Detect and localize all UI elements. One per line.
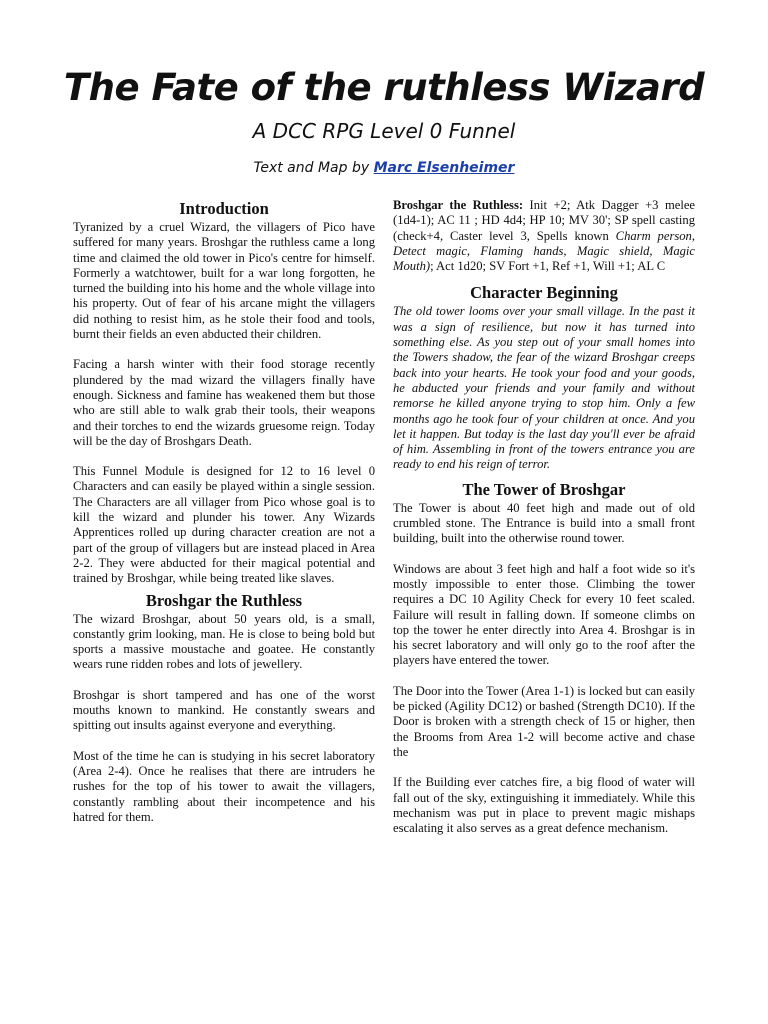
- document-subtitle: A DCC RPG Level 0 Funnel: [252, 119, 516, 143]
- broshgar-paragraph-2: Broshgar is short tampered and has one of the worst mouths known to mankind. He constantly swears and spitting out insults against everyone and everything.: [73, 687, 375, 733]
- left-column: [73, 198, 375, 840]
- stat-block-text-1: Init +2; Atk Dagger +3 melee (1d4-1); AC 11 ; HD 4d4; HP 10; MV 30'; SP spell casting (check+4, Caster level 3, Spells known: [393, 198, 696, 243]
- intro-paragraph-2: Facing a harsh winter with their food storage recently plundered by the mad wizard the villagers finally have enough. Sickness and famine has weakened them but those who are still able to walk grab their tools, their weapons and their torches to end the wizards gruesome reign. Today will be the day of Broshgars Death.: [73, 357, 375, 448]
- section-heading-introduction: Introduction: [179, 199, 269, 218]
- stat-block-name: Broshgar the Ruthless:: [393, 198, 524, 212]
- section-heading-broshgar: Broshgar the Ruthless: [145, 590, 303, 610]
- section-heading-tower: The Tower of Broshgar: [462, 479, 626, 499]
- tower-paragraph-1: The Tower is about 40 feet high and made out of old crumbled stone. The Entrance is build into a small front building, built into the otherwise round tower.: [393, 500, 695, 546]
- stat-block-spells: Charm person, Detect magic, Flaming hands, Magic shield, Magic Mouth): [393, 228, 695, 274]
- document-title: The Fate of the ruthless Wizard: [63, 66, 705, 109]
- character-beginning-text: The old tower looms over your small village. In the past it was a sign of resilience, but now it has turned into something else. As you step out of your small homes into the Towers shadow, the fear of the wizard Broshgar creeps back into your hearts. He took your food and your goods, he abducted your friends and your family and without remorse he killed anyone trying to stop him. Only a few months ago he took four of your children at once. And you let it happen. But today is the last day you'll ever be afraid of him. Assembling in front of the towers entrance you are ready to end his reign of terror.: [393, 304, 695, 472]
- byline-prefix: Text and Map by: [253, 160, 370, 176]
- stat-block: [393, 198, 695, 274]
- intro-paragraph-1: Tyranized by a cruel Wizard, the villagers of Pico have suffered for many years. Broshgar the ruthless came a long time and claimed the old tower in Pico's centre for himself. Formerly a watchtower, built for a war long forgotten, he turned the building into his home and the whole village into his property. Out of fear of his arcane might the villagers did nothing to resist him, as he stole their food and tools, burnt their fields an even abducted their children.: [73, 220, 375, 342]
- tower-paragraph-3: The Door into the Tower (Area 1-1) is locked but can easily be picked (Agility DC12) or bashed (Strength DC10). If the Door is broken with a strength check of 15 or higher, then the Brooms from Area 1-2 will become active and chase the: [393, 683, 695, 759]
- broshgar-paragraph-3: Most of the time he can is studying in his secret laboratory (Area 2-4). Once he realises that there are intruders he rushes for the top of his tower to await the villagers, constantly rambling about their incompetence and his hatred for them.: [73, 748, 375, 824]
- right-column: [393, 198, 695, 851]
- tower-paragraph-2: Windows are about 3 feet high and half a foot wide so it's mostly impossible to enter those. Climbing the tower requires a DC 10 Agility Check for every 10 feet scaled. Failure will result in falling down. If someone climbs on top the tower he enter directly into Area 4. Broshgar is in his secret laboratory and will only go to the roof after the players have entered the tower.: [393, 561, 695, 668]
- broshgar-paragraph-1: The wizard Broshgar, about 50 years old, is a small, constantly grim looking, man. He is close to being bold but sports a massive moustache and goatee. He constantly wears rune ridden robes and lots of jewellery.: [73, 611, 375, 672]
- section-heading-character-beginning: Character Beginning: [470, 283, 618, 303]
- author-link[interactable]: Marc Elsenheimer: [373, 160, 515, 176]
- stat-block-text-2: ; Act 1d20; SV Fort +1, Ref +1, Will +1; AL C: [430, 259, 666, 274]
- intro-paragraph-3: This Funnel Module is designed for 12 to 16 level 0 Characters and can easily be played within a single session. The Characters are all villager from Pico whose goal is to kill the wizard and plunder his tower. Any Wizards Apprentices rolled up during character creation are not a part of the group of villagers but are instead placed in Area 2-2. They were abducted for their magical potential and trained by Broshgar, while being treated like slaves.: [73, 464, 375, 586]
- byline: [0, 160, 768, 176]
- tower-paragraph-4: If the Building ever catches fire, a big flood of water will fall out of the sky, extinguishing it immediately. While this mechanism was put in place to prevent magic mishaps escalating it also serves as a great defence mechanism.: [393, 775, 695, 836]
